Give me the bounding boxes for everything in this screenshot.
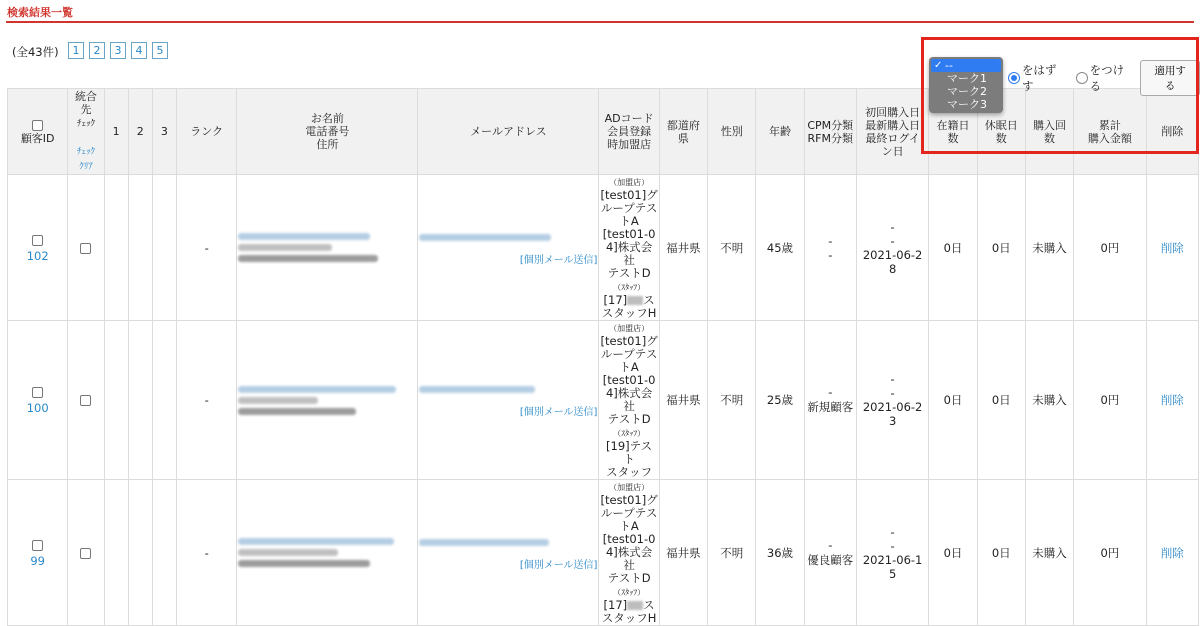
check-clear-link[interactable]: ﾁｪｯｸ ｸﾘｱ: [76, 146, 95, 172]
mark-option-3[interactable]: マーク3: [947, 98, 987, 111]
header-col-1: 1: [104, 89, 128, 175]
add-mark-label: をつける: [1089, 63, 1125, 93]
age-cell: 36歳: [756, 480, 804, 626]
header-rank: ランク: [176, 89, 236, 175]
page-link-2[interactable]: 2: [89, 42, 105, 59]
age-cell: 45歳: [756, 175, 804, 321]
rank-cell: -: [176, 480, 236, 626]
dates-cell: - - 2021-06-2 3: [856, 321, 928, 480]
page-link-5[interactable]: 5: [152, 42, 168, 59]
customer-id-cell: [8, 175, 68, 321]
ad-code-cell: （加盟店） [test01]グ ループテス トA [test01-0 4]株式会社 テストD （ｽﾀｯﾌ） [17] ス スタッフH: [599, 175, 659, 321]
header-delete: 削除: [1146, 89, 1198, 175]
cpm-rfm-cell: - 新規顧客: [804, 321, 856, 480]
header-cpm-rfm: CPM分類 RFM分類: [804, 89, 856, 175]
header-merge-check: 統合 先 ﾁｪｯｸ ﾁｪｯｸ ｸﾘｱ: [68, 89, 104, 175]
row-select-checkbox[interactable]: [32, 387, 43, 398]
merge-checkbox[interactable]: [80, 548, 91, 559]
enrolled-days-cell: 0日: [929, 175, 977, 321]
mark-select-dropdown[interactable]: [929, 57, 1003, 113]
delete-cell: [1146, 480, 1198, 626]
email-cell: [418, 480, 599, 626]
add-mark-radio[interactable]: [1076, 72, 1088, 84]
mark-option-2[interactable]: マーク2: [947, 85, 987, 98]
check-icon: ✓: [934, 60, 943, 71]
total-amount-cell: 0円: [1074, 175, 1146, 321]
page-link-1[interactable]: 1: [68, 42, 84, 59]
prefecture-cell: 福井県: [659, 480, 707, 626]
table-row: [8, 175, 1199, 321]
rank-cell: -: [176, 321, 236, 480]
ad-code-cell: （加盟店） [test01]グ ループテス トA [test01-0 4]株式会社 テストD （ｽﾀｯﾌ） [19]テスト スタッフ: [599, 321, 659, 480]
merge-checkbox[interactable]: [80, 243, 91, 254]
page-link-3[interactable]: 3: [110, 42, 126, 59]
customer-id-cell: [8, 321, 68, 480]
header-email: メールアドレス: [418, 89, 599, 175]
header-col-3: 3: [152, 89, 176, 175]
gender-cell: 不明: [708, 321, 756, 480]
name-phone-address-cell: [237, 480, 418, 626]
send-mail-button[interactable]: [個別メール送信]: [519, 254, 598, 266]
send-mail-button[interactable]: [個別メール送信]: [519, 559, 598, 571]
customer-id-cell: [8, 480, 68, 626]
results-table: [7, 88, 1199, 626]
name-phone-address-cell: [237, 175, 418, 321]
result-count: (全43件): [12, 45, 59, 59]
prefecture-cell: 福井県: [659, 321, 707, 480]
purchase-count-cell: 未購入: [1025, 321, 1073, 480]
enrolled-days-cell: 0日: [929, 480, 977, 626]
mark-option-1[interactable]: マーク1: [947, 72, 987, 85]
customer-id-link[interactable]: 102: [26, 248, 49, 263]
select-all-checkbox[interactable]: [32, 120, 43, 131]
table-row: [8, 321, 1199, 480]
header-name: お名前 電話番号 住所: [237, 89, 418, 175]
delete-cell: [1146, 175, 1198, 321]
page-title: 検索結果一覧: [7, 6, 73, 19]
delete-link[interactable]: 削除: [1160, 240, 1184, 255]
header-age: 年齢: [756, 89, 804, 175]
cpm-rfm-cell: - -: [804, 175, 856, 321]
ad-code-cell: （加盟店） [test01]グ ループテス トA [test01-0 4]株式会社 テストD （ｽﾀｯﾌ） [17] ス スタッフH: [599, 480, 659, 626]
header-dates: 初回購入日 最新購入日 最終ログイ ン日: [856, 89, 928, 175]
header-col-2: 2: [128, 89, 152, 175]
dormant-days-cell: 0日: [977, 175, 1025, 321]
header-gender: 性別: [708, 89, 756, 175]
total-amount-cell: 0円: [1074, 321, 1146, 480]
header-purchase-count: 購入回 数: [1025, 89, 1073, 175]
rank-cell: -: [176, 175, 236, 321]
purchase-count-cell: 未購入: [1025, 175, 1073, 321]
remove-mark-radio[interactable]: [1008, 72, 1020, 84]
name-phone-address-cell: [237, 321, 418, 480]
send-mail-button[interactable]: [個別メール送信]: [519, 407, 598, 418]
customer-id-link[interactable]: 99: [30, 553, 45, 568]
row-select-checkbox[interactable]: [32, 235, 43, 246]
dates-cell: - - 2021-06-2 8: [856, 175, 928, 321]
dates-cell: - - 2021-06-1 5: [856, 480, 928, 626]
email-cell: [418, 175, 599, 321]
mark-option-none[interactable]: ✓ --: [931, 59, 1001, 72]
cpm-rfm-cell: - 優良顧客: [804, 480, 856, 626]
gender-cell: 不明: [708, 175, 756, 321]
delete-link[interactable]: 削除: [1160, 545, 1184, 560]
page-link-4[interactable]: 4: [131, 42, 147, 59]
table-header-row: [8, 89, 1199, 175]
header-enrolled-days: 在籍日 数: [929, 89, 977, 175]
remove-mark-label: をはずす: [1021, 63, 1057, 93]
delete-cell: [1146, 321, 1198, 480]
row-select-checkbox[interactable]: [32, 540, 43, 551]
age-cell: 25歳: [756, 321, 804, 480]
gender-cell: 不明: [708, 480, 756, 626]
total-amount-cell: 0円: [1074, 480, 1146, 626]
merge-checkbox[interactable]: [80, 395, 91, 406]
dormant-days-cell: 0日: [977, 321, 1025, 480]
enrolled-days-cell: 0日: [929, 321, 977, 480]
pagination: [68, 42, 168, 59]
table-row: [8, 480, 1199, 626]
customer-id-link[interactable]: 100: [26, 401, 49, 415]
apply-button[interactable]: 適用する: [1140, 60, 1200, 96]
header-ad-code: ADコード 会員登録 時加盟店: [599, 89, 659, 175]
header-total-amount: 累計 購入金額: [1074, 89, 1146, 175]
purchase-count-cell: 未購入: [1025, 480, 1073, 626]
header-prefecture: 都道府 県: [659, 89, 707, 175]
prefecture-cell: 福井県: [659, 175, 707, 321]
title-divider: [6, 21, 1194, 23]
dormant-days-cell: 0日: [977, 480, 1025, 626]
header-customer-id: 顧客ID: [8, 89, 68, 175]
header-dormant-days: 休眠日 数: [977, 89, 1025, 175]
mark-controls: [1008, 60, 1200, 96]
delete-link[interactable]: 削除: [1160, 393, 1184, 407]
email-cell: [418, 321, 599, 480]
